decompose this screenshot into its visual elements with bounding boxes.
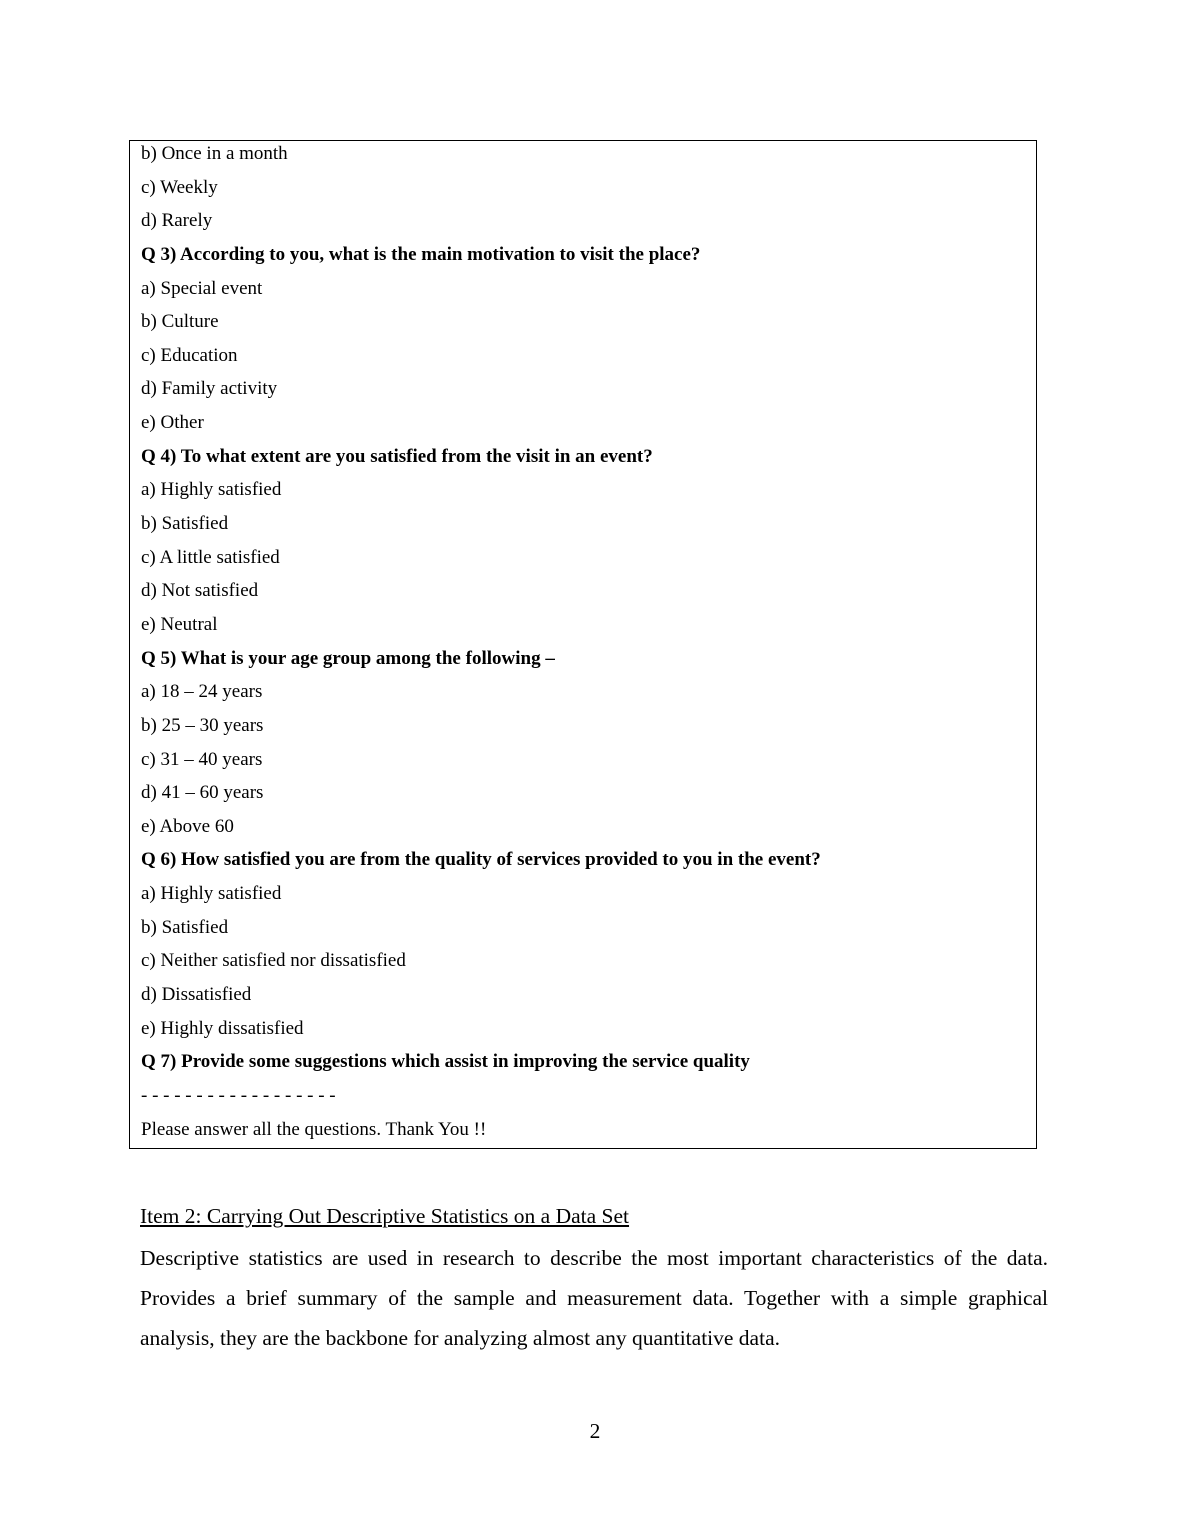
survey-option: e) Other: [141, 412, 204, 434]
section-heading: Item 2: Carrying Out Descriptive Statistics on a Data Set: [140, 1204, 630, 1228]
survey-option: c) A little satisfied: [141, 546, 280, 568]
survey-questionnaire-box: [129, 140, 1037, 1149]
survey-question: Q 5) What is your age group among the following –: [141, 647, 555, 669]
survey-question: Q 6) How satisfied you are from the quality of services provided to you in the event?: [141, 849, 821, 871]
survey-option: d) Family activity: [141, 378, 278, 400]
survey-option: e) Neutral: [141, 613, 218, 635]
survey-option: e) Highly dissatisfied: [141, 1017, 304, 1039]
survey-option: b) Culture: [141, 311, 219, 333]
survey-option: e) Above 60: [141, 815, 234, 837]
survey-option: d) Dissatisfied: [141, 984, 252, 1006]
survey-option: b) Satisfied: [141, 513, 229, 535]
survey-option: c) Education: [141, 344, 238, 366]
survey-option: c) Weekly: [141, 176, 218, 198]
survey-option: c) 31 – 40 years: [141, 748, 263, 770]
survey-option: c) Neither satisfied nor dissatisfied: [141, 950, 406, 972]
survey-question: Q 3) According to you, what is the main motivation to visit the place?: [141, 243, 701, 265]
survey-option: Please answer all the questions. Thank You !!: [141, 1118, 487, 1140]
survey-option: b) 25 – 30 years: [141, 714, 264, 736]
survey-lines: [141, 141, 1025, 1150]
survey-option: a) Highly satisfied: [141, 883, 282, 905]
survey-option: a) Highly satisfied: [141, 479, 282, 501]
survey-option: b) Once in a month: [141, 143, 288, 164]
survey-question: Q 7) Provide some suggestions which assist in improving the service quality: [141, 1051, 750, 1073]
survey-option: d) Rarely: [141, 210, 213, 232]
page-number: 2: [589, 1419, 601, 1443]
survey-option: d) 41 – 60 years: [141, 782, 264, 804]
survey-option: a) Special event: [141, 277, 263, 299]
survey-option: - - - - - - - - - - - - - - - - - -: [141, 1084, 336, 1106]
body-paragraph: Descriptive statistics are used in research to describe the most important characteristics of the data. Provides a brief summary of the sample and measurement data. Together with a simple graphical analysis, they are the backbone for analyzing almost any quantitative data.: [140, 1246, 1048, 1350]
survey-question: Q 4) To what extent are you satisfied from the visit in an event?: [141, 445, 653, 467]
survey-option: d) Not satisfied: [141, 580, 259, 602]
survey-option: b) Satisfied: [141, 916, 229, 938]
survey-option: a) 18 – 24 years: [141, 681, 263, 703]
